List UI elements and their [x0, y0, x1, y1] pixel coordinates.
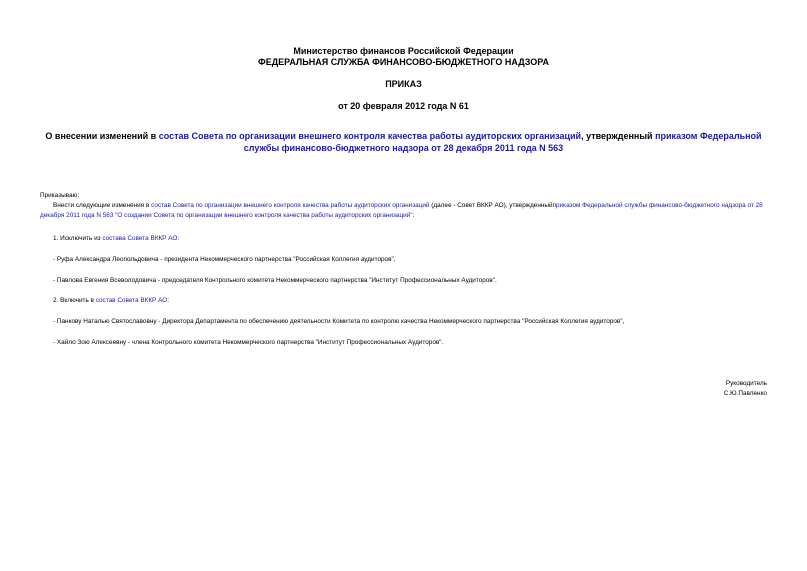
item-2-prefix: 2. Включить в	[53, 297, 96, 304]
item-1-link[interactable]: состава Совета ВККР АО	[102, 235, 178, 242]
main-text-1: Внести следующие изменения в	[53, 202, 152, 209]
service-heading: ФЕДЕРАЛЬНАЯ СЛУЖБА ФИНАНСОВО-БЮДЖЕТНОГО НАДЗОРА	[258, 57, 549, 67]
item-1-prefix: 1. Исключить из	[53, 235, 103, 242]
doc-date-heading: от 20 февраля 2012 года N 61	[338, 101, 469, 111]
item-1-heading	[53, 234, 179, 244]
main-link-order[interactable]: приказом Федеральной службы финансово-бюджетного надзора от 28 декабря 2011 года N 563 "О создании Совета по организации внешнего контроля качества работы аудиторских организаций"	[40, 202, 763, 219]
item-2-suffix: :	[167, 297, 169, 304]
main-text-3: :	[412, 212, 415, 219]
item-2-heading	[53, 296, 169, 306]
title-text-2: , утвержденный	[581, 131, 656, 141]
signature-name: С.Ю.Павленко	[723, 390, 767, 397]
item-2-entry-a: - Панкову Наталью Святославовну - Директора Департамента по обеспечению деятельности Комитета по контролю качества Некоммерческого партнерства "Российская Коллегия аудиторов",	[53, 318, 625, 325]
item-2-link[interactable]: состав Совета ВККР АО	[95, 297, 168, 304]
intro-text: Приказываю:	[40, 192, 80, 199]
item-1-entry-a: - Руфа Александра Леопольдовича - президента Некоммерческого партнерства "Российская Коллегия аудиторов",	[53, 256, 396, 263]
document-title	[40, 130, 767, 154]
main-paragraph	[40, 201, 770, 221]
title-text-1: О внесении изменений в	[45, 131, 159, 141]
signature-role: Руководитель	[725, 380, 767, 387]
ministry-heading: Министерство финансов Российской Федерации	[293, 46, 514, 56]
doc-type-heading: ПРИКАЗ	[385, 79, 422, 89]
main-link-council[interactable]: состав Совета по организации внешнего контроля качества работы аудиторских организаций	[151, 202, 430, 209]
title-link-order[interactable]: приказом Федеральной службы финансово-бюджетного надзора от 28 декабря 2011 года N 563	[243, 131, 762, 153]
item-1-entry-b: - Павлова Евгения Всеволодовича - председателя Контрольного комитета Некоммерческого партнерства "Институт Профессиональных Аудиторов".	[53, 277, 497, 284]
title-link-council[interactable]: состав Совета по организации внешнего контроля качества работы аудиторских организаций	[158, 131, 582, 141]
item-1-suffix: :	[177, 235, 180, 242]
item-2-entry-b: - Хайло Зою Алексеевну - члена Контрольного комитета Некоммерческого партнерства "Институт Профессиональных Аудиторов".	[53, 339, 444, 346]
main-text-2: (далее - Совет ВККР АО), утвержденный	[429, 202, 553, 209]
